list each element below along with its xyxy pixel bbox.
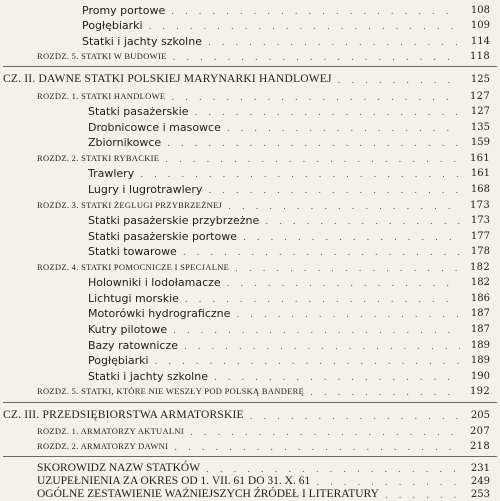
toc-page-number: 190 bbox=[460, 370, 490, 383]
toc-entry bbox=[88, 337, 490, 352]
toc-page-number: 108 bbox=[460, 4, 490, 17]
toc-entry-label: Lugry i lugrotrawlery bbox=[88, 183, 203, 196]
toc-chapter-label: ROZDZ. 5. STATKI W BUDOWIE bbox=[37, 51, 167, 61]
toc-page-number: 205 bbox=[460, 409, 490, 422]
toc-chapter-label: ROZDZ. 4. STATKI POMOCNICZE I SPECJALNE bbox=[37, 262, 230, 272]
toc-chapter bbox=[37, 150, 490, 165]
leader-dots bbox=[184, 342, 486, 352]
toc-chapter bbox=[37, 383, 490, 398]
toc-page-number: 127 bbox=[460, 105, 490, 118]
toc-page-number: 159 bbox=[460, 136, 490, 149]
toc-page-number: 127 bbox=[460, 90, 490, 103]
toc-page-number: 168 bbox=[460, 183, 490, 196]
toc-page-number: 187 bbox=[460, 307, 490, 320]
toc-chapter-label: ROZDZ. 5. STATKI, KTÓRE NIE WESZŁY POD POLSKĄ BANDERĘ bbox=[37, 386, 305, 396]
toc-entry-label: Statki pasażerskie portowe bbox=[88, 230, 237, 243]
divider-line bbox=[3, 66, 497, 67]
toc-section bbox=[37, 486, 490, 501]
toc-entry-label: Statki towarowe bbox=[88, 245, 177, 258]
toc-entry-label: Holowniki i lodołamacze bbox=[88, 276, 221, 289]
toc-entry bbox=[88, 352, 490, 367]
toc-page-number: 249 bbox=[460, 475, 490, 488]
toc-part-label: CZ. III. PRZEDSIĘBIORSTWA ARMATORSKIE bbox=[3, 409, 244, 421]
toc-entry bbox=[88, 212, 490, 227]
divider-line bbox=[3, 402, 497, 403]
leader-dots bbox=[228, 202, 486, 212]
toc-chapter bbox=[37, 423, 490, 438]
toc-page-number: 173 bbox=[460, 199, 490, 212]
toc-part bbox=[3, 71, 490, 86]
toc-entry bbox=[88, 274, 490, 289]
toc-chapter bbox=[37, 438, 490, 453]
toc-chapter-label: ROZDZ. 2. ARMATORZY DAWNI bbox=[37, 441, 169, 451]
toc-chapter-label: ROZDZ. 1. ARMATORZY AKTUALNI bbox=[37, 426, 184, 436]
toc-page-number: 207 bbox=[460, 425, 490, 438]
toc-section-label: SKOROWIDZ NAZW STATKÓW bbox=[37, 462, 201, 474]
toc-page-number: 192 bbox=[460, 385, 490, 398]
toc-entry bbox=[88, 165, 490, 180]
leader-dots bbox=[227, 279, 486, 289]
toc-page-number: 189 bbox=[460, 354, 490, 367]
toc-page-number: 118 bbox=[460, 50, 490, 63]
toc-entry-label: Statki pasażerskie przybrzeżne bbox=[88, 214, 260, 227]
leader-dots bbox=[171, 7, 486, 17]
toc-page-number: 218 bbox=[460, 440, 490, 453]
toc-entry bbox=[88, 181, 490, 196]
toc-page-number: 177 bbox=[460, 230, 490, 243]
toc-entry-label: Statki i jachty szkolne bbox=[88, 370, 208, 383]
toc-entry bbox=[82, 17, 490, 32]
toc-page-number: 161 bbox=[460, 152, 490, 165]
toc-entry bbox=[88, 134, 490, 149]
toc-page-number: 178 bbox=[460, 245, 490, 258]
leader-dots bbox=[174, 443, 486, 453]
leader-dots bbox=[173, 326, 486, 336]
toc-chapter-label: ROZDZ. 2. STATKI RYBACKIE bbox=[37, 153, 160, 163]
toc-entry bbox=[88, 243, 490, 258]
leader-dots bbox=[171, 93, 486, 103]
toc-entry bbox=[88, 228, 490, 243]
leader-dots bbox=[183, 248, 486, 258]
toc-entry bbox=[88, 119, 490, 134]
toc-entry-label: Statki pasażerskie bbox=[88, 105, 189, 118]
toc-page-number: 186 bbox=[460, 292, 490, 305]
toc-entry-label: Trawlery bbox=[88, 167, 135, 180]
toc-page-number: 187 bbox=[460, 323, 490, 336]
toc-entry-label: Promy portowe bbox=[82, 4, 166, 17]
toc-page-number: 253 bbox=[460, 488, 490, 501]
toc-page-number: 161 bbox=[460, 167, 490, 180]
toc-entry bbox=[88, 321, 490, 336]
toc-entry bbox=[82, 33, 490, 48]
toc-entry bbox=[88, 103, 490, 118]
toc-entry-label: Statki i jachty szkolne bbox=[82, 35, 202, 48]
leader-dots bbox=[185, 295, 486, 305]
toc-page-number: 125 bbox=[460, 73, 490, 86]
toc-chapter bbox=[37, 197, 490, 212]
toc-page-number: 189 bbox=[460, 339, 490, 352]
toc-page-number: 182 bbox=[460, 276, 490, 289]
toc-page-number: 182 bbox=[460, 261, 490, 274]
leader-dots bbox=[165, 155, 486, 165]
leader-dots bbox=[227, 124, 486, 134]
leader-dots bbox=[155, 357, 486, 367]
toc-page-number: 109 bbox=[460, 19, 490, 32]
leader-dots bbox=[214, 373, 486, 383]
toc-entry-label: Pogłębiarki bbox=[82, 19, 143, 32]
toc-entry bbox=[88, 368, 490, 383]
toc-chapter-label: ROZDZ. 1. STATKI HANDLOWE bbox=[37, 91, 166, 101]
leader-dots bbox=[167, 139, 486, 149]
toc-entry-label: Drobnicowce i masowce bbox=[88, 121, 221, 134]
toc-entry bbox=[88, 305, 490, 320]
toc-chapter bbox=[37, 48, 490, 63]
toc-section-label: OGÓLNE ZESTAWIENIE WAŻNIEJSZYCH ŹRÓDEŁ I LITERATURY bbox=[37, 488, 379, 500]
toc-part-label: CZ. II. DAWNE STATKI POLSKIEJ MARYNARKI HANDLOWEJ bbox=[3, 73, 332, 85]
leader-dots bbox=[265, 217, 486, 227]
leader-dots bbox=[236, 310, 486, 320]
toc-page-number: 173 bbox=[460, 214, 490, 227]
toc-chapter-label: ROZDZ. 3. STATKI ŻEGLUGI PRZYBRZEŻNEJ bbox=[37, 200, 223, 210]
toc-entry-label: Kutry pilotowe bbox=[88, 323, 168, 336]
leader-dots bbox=[149, 22, 486, 32]
leader-dots bbox=[250, 412, 486, 422]
leader-dots bbox=[194, 108, 486, 118]
leader-dots bbox=[140, 170, 486, 180]
toc-entry bbox=[82, 2, 490, 17]
leader-dots bbox=[173, 53, 486, 63]
leader-dots bbox=[235, 264, 486, 274]
toc-page-number: 114 bbox=[460, 35, 490, 48]
leader-dots bbox=[243, 233, 486, 243]
leader-dots bbox=[208, 38, 486, 48]
toc-part bbox=[3, 407, 490, 422]
toc-page-number: 135 bbox=[460, 121, 490, 134]
toc-chapter bbox=[37, 259, 490, 274]
toc-entry-label: Bazy ratownicze bbox=[88, 339, 178, 352]
toc-section-label: UZUPEŁNIENIA ZA OKRES OD 1. VII. 61 DO 31. X. 61 bbox=[37, 475, 311, 487]
leader-dots bbox=[208, 186, 486, 196]
toc-entry-label: Motorówki hydrograficzne bbox=[88, 307, 231, 320]
leader-dots bbox=[190, 428, 486, 438]
toc-entry-label: Lichtugi morskie bbox=[88, 292, 179, 305]
toc-entry bbox=[88, 290, 490, 305]
divider-line bbox=[3, 456, 497, 457]
toc-entry-label: Zbiornikowce bbox=[88, 136, 162, 149]
toc-chapter bbox=[37, 88, 490, 103]
toc-page-number: 231 bbox=[460, 462, 490, 475]
toc-entry-label: Pogłębiarki bbox=[88, 354, 149, 367]
